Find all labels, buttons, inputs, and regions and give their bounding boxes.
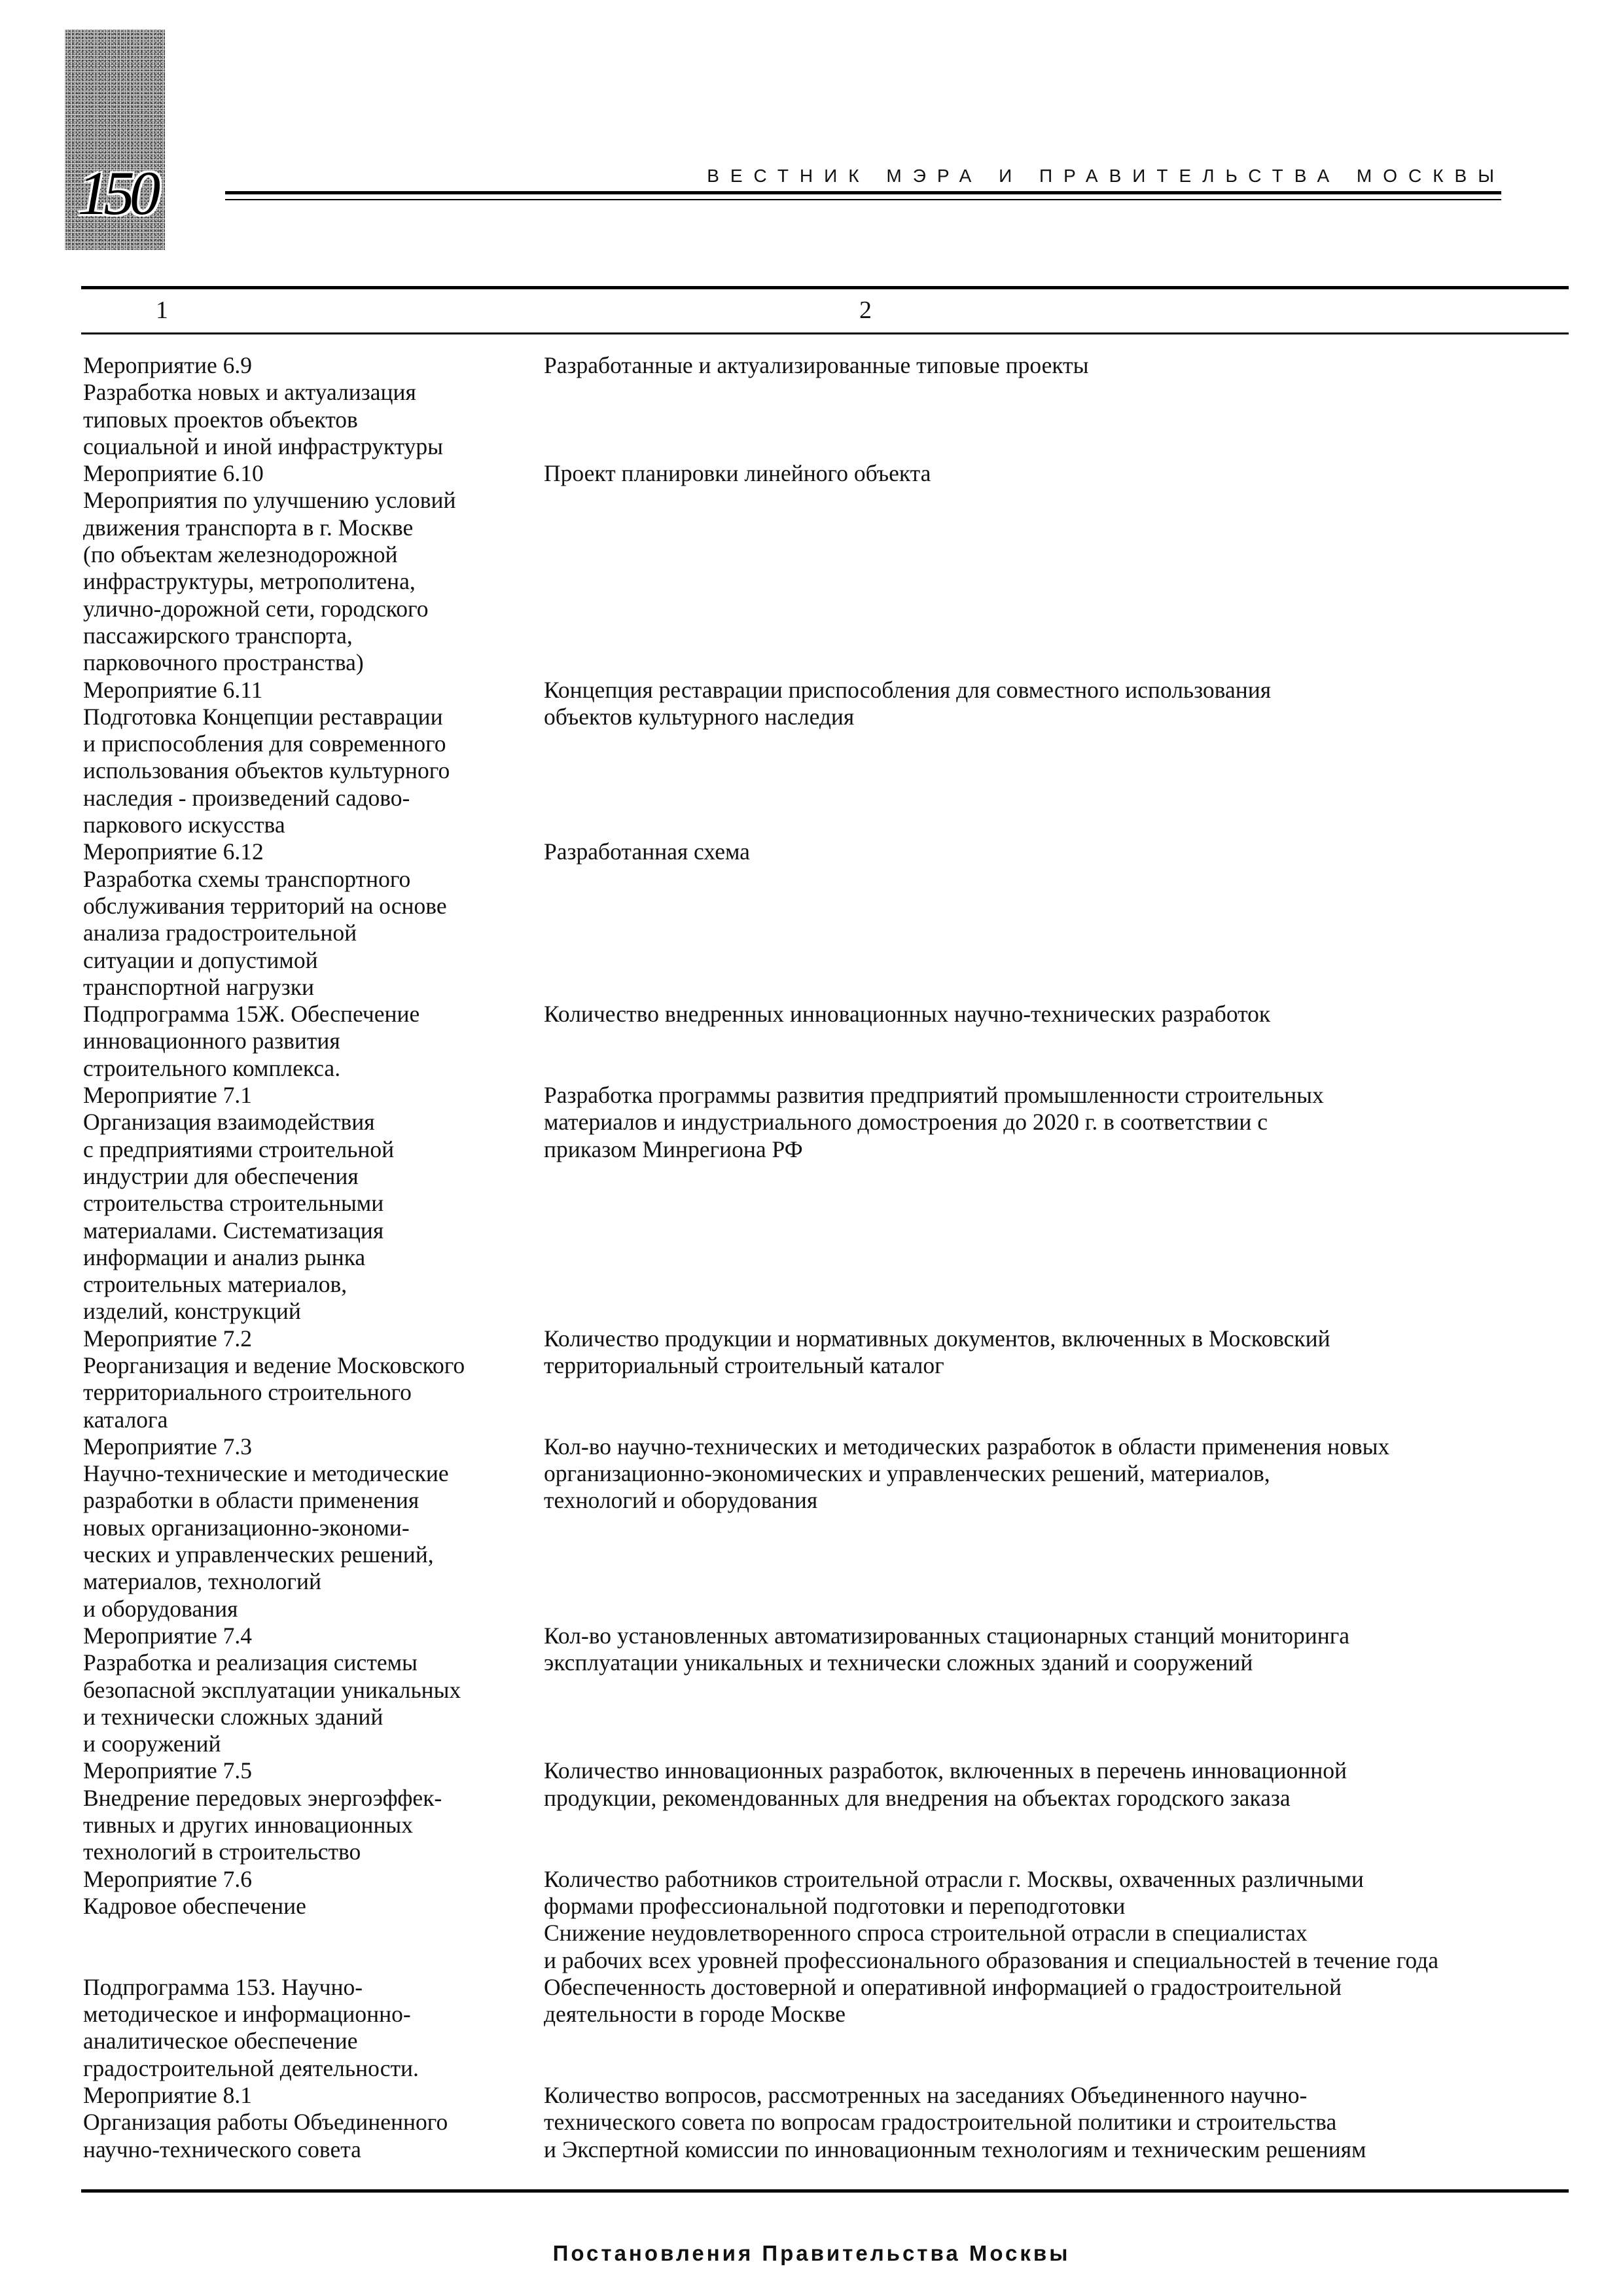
row-right-cell: Обеспеченность достоверной и оперативной информацией о градостроительной деятельности в городе Москве bbox=[544, 1973, 1342, 2028]
table-body bbox=[81, 352, 1569, 2163]
row-left-cell: Мероприятие 6.10 Мероприятия по улучшению условий движения транспорта в г. Москве (по объектам железнодорожной инфраструктуры, метрополитена, улично-дорожной сети, городского пассажирского транспорта, парковочного пространства) bbox=[83, 460, 456, 676]
row-left-cell: Мероприятие 6.11 Подготовка Концепции реставрации и приспособления для современного использования объектов культурного наследия - произведений садово- паркового искусства bbox=[83, 676, 450, 838]
row-right-cell: Кол-во научно-технических и методических разработок в области применения новых организационно-экономических и управленческих решений, материалов, технологий и оборудования bbox=[544, 1433, 1390, 1514]
row-right-cell: Количество вопросов, рассмотренных на заседаниях Объединенного научно- технического совета по вопросам градостроительной политики и строительства и Экспертной комиссии по инновационным технологиям и техническим решениям bbox=[544, 2082, 1366, 2162]
row-left-cell: Подпрограмма 15Ж. Обеспечение инновационного развития строительного комплекса. bbox=[83, 1001, 420, 1081]
table-row bbox=[81, 677, 1569, 839]
table-row bbox=[81, 1623, 1569, 1757]
row-right-cell: Разработанная схема bbox=[544, 838, 750, 865]
page-number: 150 bbox=[77, 158, 156, 228]
table-row bbox=[81, 1433, 1569, 1623]
journal-title: ВЕСТНИК МЭРА И ПРАВИТЕЛЬСТВА МОСКВЫ bbox=[707, 166, 1505, 186]
row-right-cell: Разработанные и актуализированные типовые проекты bbox=[544, 352, 1089, 378]
table-row bbox=[81, 1866, 1569, 1974]
row-right-cell: Количество продукции и нормативных документов, включенных в Московский территориальный строительный каталог bbox=[544, 1325, 1330, 1378]
row-left-cell: Мероприятие 6.12 Разработка схемы транспортного обслуживания территорий на основе анализа градостроительной ситуации и допустимой транспортной нагрузки bbox=[83, 838, 447, 1000]
table-row bbox=[81, 352, 1569, 460]
section-footer: Постановления Правительства Москвы bbox=[552, 2241, 1071, 2265]
table-bottom-rule bbox=[81, 2189, 1569, 2193]
column-header-1: 1 bbox=[156, 296, 168, 324]
table-row bbox=[81, 1082, 1569, 1325]
row-right-cell: Проект планировки линейного объекта bbox=[544, 460, 931, 487]
row-left-cell: Мероприятие 7.1 Организация взаимодействия с предприятиями строительной индустрии для обеспечения строительства строительными материалами. Систематизация информации и анализ рынка строительных материалов, изделий, конструкций bbox=[83, 1082, 395, 1325]
row-right-cell: Количество внедренных инновационных научно-технических разработок bbox=[544, 1001, 1271, 1028]
row-right-cell: Количество инновационных разработок, включенных в перечень инновационной продукции, рекомендованных для внедрения на объектах городского заказа bbox=[544, 1757, 1347, 1811]
row-left-cell: Подпрограмма 153. Научно- методическое и информационно- аналитическое обеспечение градостроительной деятельности. bbox=[83, 1973, 419, 2081]
header-rule-thin bbox=[225, 199, 1501, 200]
row-left-cell: Мероприятие 8.1 Организация работы Объединенного научно-технического совета bbox=[83, 2082, 448, 2162]
table-row bbox=[81, 1325, 1569, 1433]
row-left-cell: Мероприятие 7.4 Разработка и реализация системы безопасной эксплуатации уникальных и технически сложных зданий и сооружений bbox=[83, 1622, 461, 1757]
table-row bbox=[81, 1001, 1569, 1082]
row-right-cell: Концепция реставрации приспособления для совместного использования объектов культурного наследия bbox=[544, 676, 1272, 730]
column-header-rule bbox=[81, 332, 1569, 334]
table-row bbox=[81, 838, 1569, 1001]
header-rule bbox=[225, 191, 1501, 194]
row-right-cell: Кол-во установленных автоматизированных стационарных станций мониторинга эксплуатации уникальных и технически сложных зданий и сооружений bbox=[544, 1622, 1350, 1676]
table-row bbox=[81, 1974, 1569, 2082]
table-row bbox=[81, 460, 1569, 676]
table-row bbox=[81, 2082, 1569, 2163]
table-row bbox=[81, 1757, 1569, 1865]
row-left-cell: Мероприятие 7.6 Кадровое обеспечение bbox=[83, 1865, 306, 1919]
row-left-cell: Мероприятие 7.3 Научно-технические и методические разработки в области применения новых организационно-экономи- ческих и управленческих решений, материалов, технологий и оборудования bbox=[83, 1433, 449, 1622]
row-right-cell: Разработка программы развития предприятий промышленности строительных материалов и индустриального домостроения до 2020 г. в соответствии с приказом Минрегиона РФ bbox=[544, 1082, 1324, 1162]
row-right-cell: Количество работников строительной отрасли г. Москвы, охваченных различными формами профессиональной подготовки и переподготовки Снижение неудовлетворенного спроса строительной отрасли в специалистах и рабочих всех уровней профессионального образования и специальностей в течение года bbox=[544, 1865, 1438, 1973]
row-left-cell: Мероприятие 6.9 Разработка новых и актуализация типовых проектов объектов социальной и иной инфраструктуры bbox=[83, 352, 444, 459]
row-left-cell: Мероприятие 7.5 Внедрение передовых энергоэффек- тивных и других инновационных технологий в строительство bbox=[83, 1757, 442, 1865]
column-header-2: 2 bbox=[859, 296, 872, 324]
table-top-rule bbox=[81, 286, 1569, 289]
row-left-cell: Мероприятие 7.2 Реорганизация и ведение Московского территориального строительного каталога bbox=[83, 1325, 465, 1433]
